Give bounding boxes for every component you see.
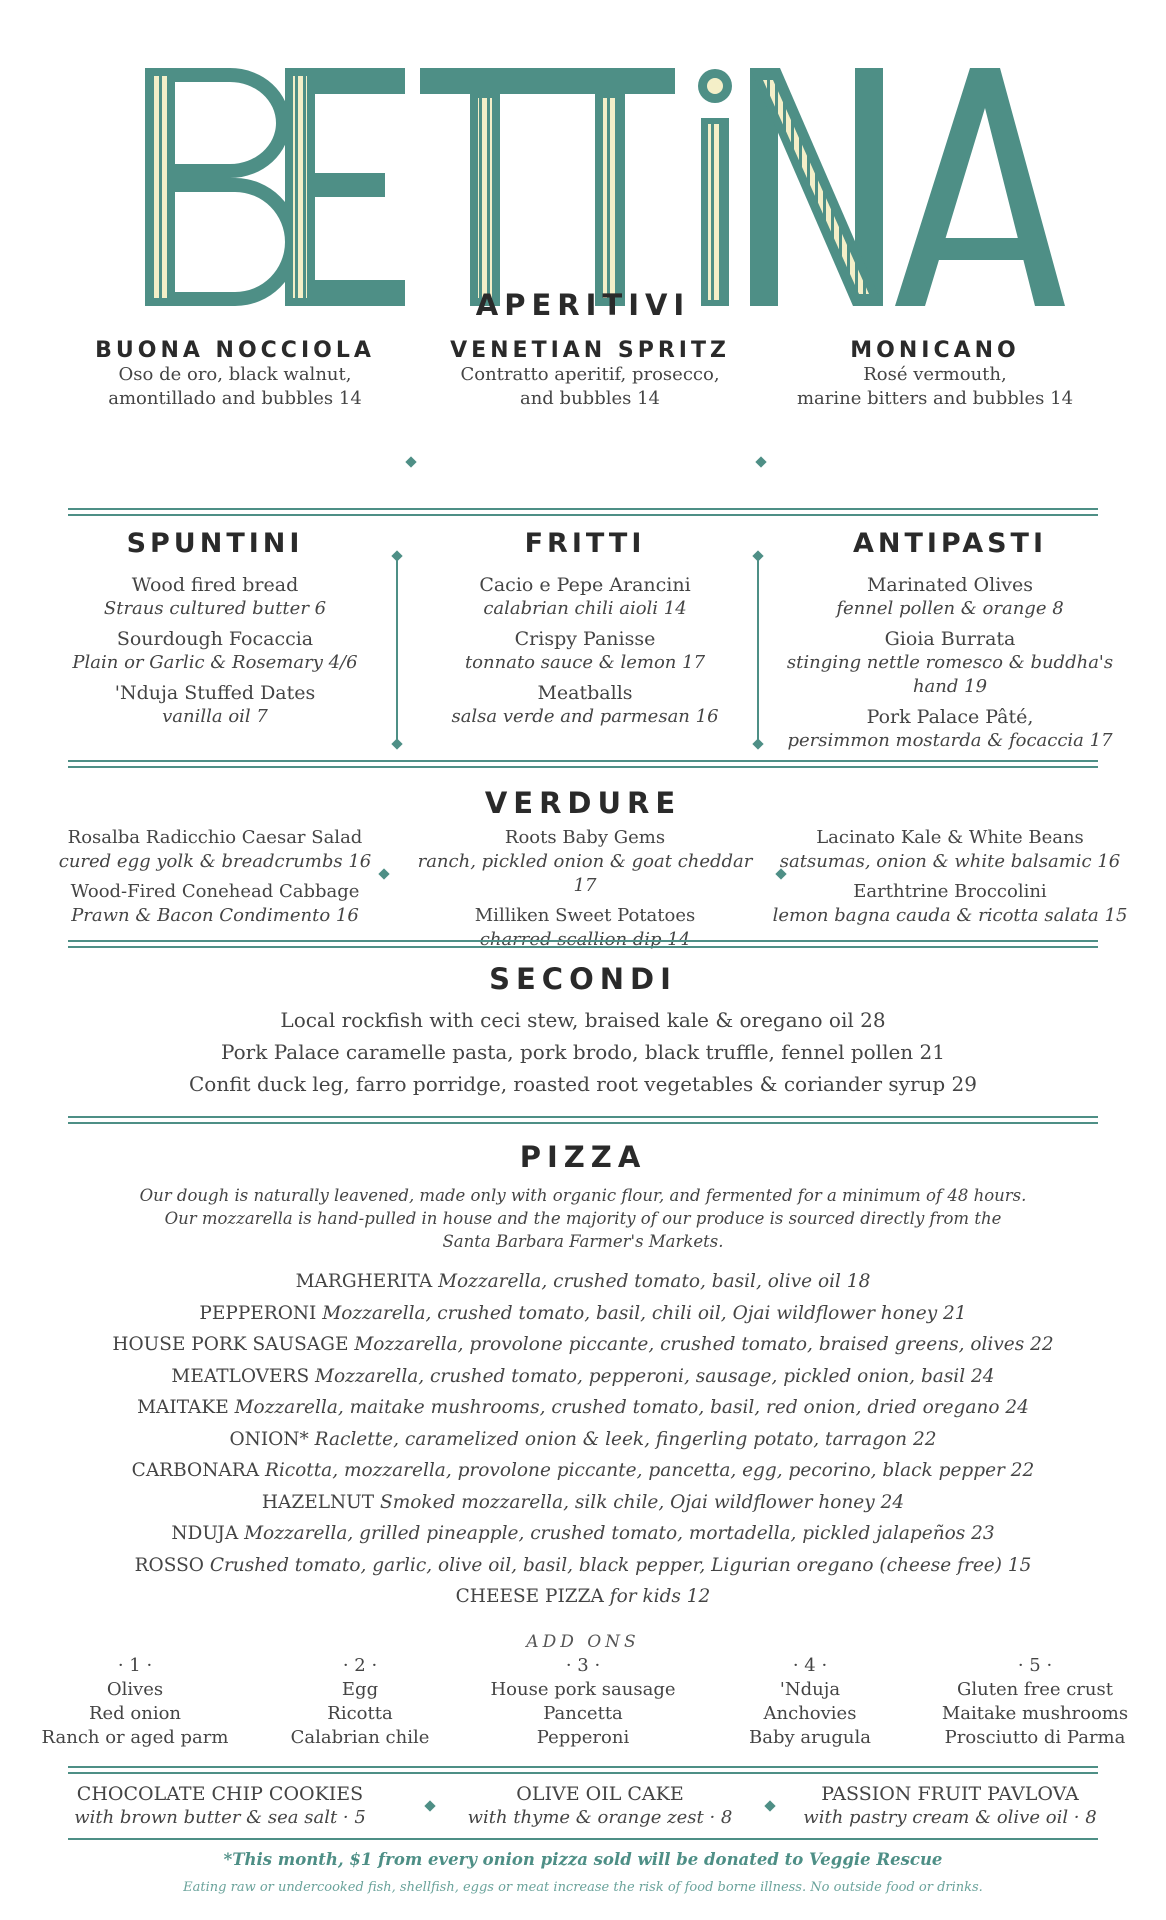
aperitivo-item — [70, 338, 400, 411]
spuntini-heading: SPUNTINI — [126, 528, 304, 559]
diamond-divider — [752, 738, 763, 749]
pizza-item — [0, 1518, 1166, 1550]
item-desc: satsumas, onion & white balsamic 16 — [779, 851, 1121, 872]
item-desc: Contratto aperitif, prosecco, — [460, 364, 720, 385]
item-desc: stinging nettle romesco & buddha's hand 19 — [786, 652, 1114, 697]
verdure-heading: VERDURE — [484, 786, 682, 820]
addon-item: Prosciutto di Parma — [944, 1727, 1126, 1748]
addon-item: Egg — [341, 1679, 379, 1700]
aperitivi-heading: APERITIVI — [475, 288, 691, 322]
addon-item: Pepperoni — [536, 1727, 630, 1748]
item-desc: vanilla oil 7 — [162, 706, 268, 727]
diamond-divider — [391, 738, 402, 749]
antipasti-heading: ANTIPASTI — [852, 528, 1048, 559]
item-name: Lacinato Kale & White Beans — [816, 827, 1084, 848]
addon-item: Olives — [106, 1679, 164, 1700]
verdure-column — [40, 826, 390, 928]
divider-rule — [68, 946, 1098, 948]
item-desc: Plain or Garlic & Rosemary 4/6 — [72, 652, 358, 673]
pizza-desc: for kids 12 — [609, 1586, 711, 1607]
dessert-name: PASSION FRUIT PAVLOVA — [821, 1783, 1079, 1805]
divider-rule — [68, 514, 1098, 516]
secondi-heading: SECONDI — [489, 962, 677, 996]
diamond-divider — [764, 1800, 775, 1811]
item-name: Crispy Panisse — [514, 628, 656, 650]
item-name: VENETIAN SPRITZ — [450, 338, 730, 363]
list-item: Pork Palace caramelle pasta, pork brodo, black truffle, fennel pollen 21 — [220, 1040, 945, 1064]
addon-item: Gluten free crust — [957, 1679, 1113, 1700]
item-desc: marine bitters and bubbles 14 — [796, 388, 1074, 409]
diamond-divider — [424, 1800, 435, 1811]
item-desc: tonnato sauce & lemon 17 — [464, 652, 706, 673]
addon-group — [30, 1654, 240, 1750]
fritti-heading: FRITTI — [524, 528, 646, 559]
item-name: Earthtrine Broccolini — [853, 881, 1047, 902]
item-desc: Prawn & Bacon Condimento 16 — [71, 905, 359, 926]
item-name: Wood fired bread — [131, 574, 299, 596]
pizza-name: HAZELNUT — [261, 1491, 375, 1513]
divider-rule — [68, 1122, 1098, 1124]
addon-number: · 1 · — [117, 1655, 153, 1676]
addon-group — [478, 1654, 688, 1750]
secondi-list — [0, 1004, 1166, 1100]
item-name: Roots Baby Gems — [504, 827, 666, 848]
item-name: Meatballs — [537, 682, 633, 704]
antipasti-column — [765, 528, 1135, 753]
item-name: Sourdough Focaccia — [116, 628, 314, 650]
vertical-divider — [396, 558, 398, 740]
pizza-item — [0, 1487, 1166, 1519]
item-name: Gioia Burrata — [884, 628, 1016, 650]
divider-rule — [68, 1766, 1098, 1768]
pizza-item — [0, 1266, 1166, 1298]
divider-rule — [68, 766, 1098, 768]
pizza-desc: Mozzarella, maitake mushrooms, crushed tomato, basil, red onion, dried oregano 24 — [234, 1397, 1029, 1418]
pizza-desc: Mozzarella, grilled pineapple, crushed tomato, mortadella, pickled jalapeños 23 — [244, 1523, 995, 1544]
addon-item: Calabrian chile — [290, 1727, 430, 1748]
addon-item: 'Nduja — [779, 1679, 841, 1700]
divider-rule — [68, 1116, 1098, 1118]
item-desc: salsa verde and parmesan 16 — [451, 706, 719, 727]
item-name: Marinated Olives — [866, 574, 1034, 596]
addon-item: House pork sausage — [490, 1679, 676, 1700]
item-desc: persimmon mostarda & focaccia 17 — [787, 730, 1113, 751]
pizza-name: CARBONARA — [131, 1460, 260, 1481]
addon-number: · 5 · — [1017, 1655, 1053, 1676]
divider-rule — [68, 1838, 1098, 1840]
vertical-divider — [757, 558, 759, 740]
donation-note: *This month, $1 from every onion pizza sold will be donated to Veggie Rescue — [223, 1850, 943, 1869]
list-item: Confit duck leg, farro porridge, roasted root vegetables & coriander syrup 29 — [188, 1072, 978, 1096]
pizza-desc: Crushed tomato, garlic, olive oil, basil, black pepper, Ligurian oregano (cheese free) 15 — [209, 1554, 1032, 1576]
item-name: MONICANO — [850, 338, 1020, 363]
pizza-intro-line: Our mozzarella is hand-pulled in house and the majority of our produce is sourced directly from the — [164, 1209, 1002, 1228]
addon-item: Red onion — [88, 1703, 182, 1724]
pizza-desc: Mozzarella, crushed tomato, basil, chili oil, Ojai wildflower honey 21 — [322, 1302, 967, 1324]
addon-item: Ricotta — [327, 1703, 393, 1724]
spuntini-column — [40, 528, 390, 729]
pizza-desc: Raclette, caramelized onion & leek, fingerling potato, tarragon 22 — [314, 1428, 937, 1450]
item-desc: Straus cultured butter 6 — [103, 598, 327, 619]
pizza-item — [0, 1329, 1166, 1361]
addons-heading: ADD ONS — [526, 1632, 640, 1652]
dessert-item — [440, 1782, 760, 1830]
item-desc: Oso de oro, black walnut, — [118, 364, 352, 385]
item-name: BUONA NOCCIOLA — [95, 338, 375, 363]
aperitivo-item — [425, 338, 755, 411]
pizza-name: NDUJA — [171, 1523, 239, 1544]
bettina-logo — [135, 68, 1065, 308]
diamond-divider — [405, 456, 416, 467]
addon-item: Ranch or aged parm — [41, 1727, 229, 1748]
pizza-item — [0, 1581, 1166, 1613]
fritti-column — [410, 528, 760, 729]
pizza-item — [0, 1455, 1166, 1487]
verdure-column — [405, 826, 765, 952]
verdure-column — [770, 826, 1130, 928]
pizza-intro-line: Santa Barbara Farmer's Markets. — [442, 1232, 724, 1251]
pizza-item — [0, 1424, 1166, 1456]
dessert-name: OLIVE OIL CAKE — [516, 1783, 684, 1805]
divider-rule — [68, 760, 1098, 762]
list-item: Local rockfish with ceci stew, braised kale & oregano oil 28 — [280, 1008, 886, 1032]
divider-rule — [68, 940, 1098, 942]
pizza-name: MARGHERITA — [295, 1271, 433, 1292]
pizza-item — [0, 1550, 1166, 1582]
pizza-name: ROSSO — [134, 1554, 204, 1576]
divider-rule — [68, 508, 1098, 510]
addon-item: Anchovies — [763, 1703, 857, 1724]
item-desc: charred scallion dip 14 — [479, 929, 691, 950]
addon-group — [925, 1654, 1145, 1750]
item-name: Milliken Sweet Potatoes — [474, 905, 696, 926]
pizza-name: MEATLOVERS — [171, 1365, 310, 1387]
pizza-list — [0, 1266, 1166, 1613]
pizza-name: HOUSE PORK SAUSAGE — [112, 1334, 349, 1355]
addon-item: Baby arugula — [749, 1727, 871, 1748]
addon-number: · 2 · — [342, 1655, 378, 1676]
item-desc: lemon bagna cauda & ricotta salata 15 — [772, 905, 1128, 926]
pizza-item — [0, 1298, 1166, 1330]
dessert-item — [50, 1782, 390, 1830]
addon-group — [255, 1654, 465, 1750]
pizza-item — [0, 1361, 1166, 1393]
pizza-desc: Mozzarella, crushed tomato, pepperoni, sausage, pickled onion, basil 24 — [315, 1365, 995, 1387]
addon-group — [705, 1654, 915, 1750]
item-name: Wood-Fired Conehead Cabbage — [70, 881, 360, 902]
pizza-intro-line: Our dough is naturally leavened, made only with organic flour, and fermented for a minimum of 48 hours. — [139, 1186, 1027, 1205]
dessert-desc: with pastry cream & olive oil · 8 — [803, 1807, 1097, 1828]
item-desc: ranch, pickled onion & goat cheddar 17 — [417, 851, 753, 896]
item-name: Pork Palace Pâté, — [866, 706, 1034, 728]
dessert-name: CHOCOLATE CHIP COOKIES — [76, 1783, 364, 1805]
addon-item: Maitake mushrooms — [941, 1703, 1129, 1724]
pizza-desc: Mozzarella, crushed tomato, basil, olive oil 18 — [438, 1271, 871, 1292]
pizza-name: CHEESE PIZZA — [455, 1586, 604, 1607]
aperitivo-item — [770, 338, 1100, 411]
pizza-heading: PIZZA — [519, 1140, 647, 1174]
item-name: 'Nduja Stuffed Dates — [114, 682, 316, 704]
addon-item: Pancetta — [543, 1703, 623, 1724]
pizza-name: ONION* — [229, 1428, 309, 1450]
item-name: Rosalba Radicchio Caesar Salad — [67, 827, 363, 848]
item-desc: fennel pollen & orange 8 — [836, 598, 1064, 619]
pizza-item — [0, 1392, 1166, 1424]
dessert-desc: with brown butter & sea salt · 5 — [74, 1807, 366, 1828]
disclaimer: Eating raw or undercooked fish, shellfish, eggs or meat increase the risk of food borne illness. No outside food or drinks. — [183, 1880, 983, 1895]
dessert-desc: with thyme & orange zest · 8 — [467, 1807, 733, 1828]
pizza-intro — [0, 1184, 1166, 1253]
pizza-desc: Mozzarella, provolone piccante, crushed tomato, braised greens, olives 22 — [354, 1334, 1054, 1355]
dessert-item — [780, 1782, 1120, 1830]
pizza-name: PEPPERONI — [199, 1302, 317, 1324]
item-desc: and bubbles 14 — [519, 388, 660, 409]
addon-number: · 4 · — [792, 1655, 828, 1676]
pizza-name: MAITAKE — [137, 1397, 229, 1418]
item-desc: cured egg yolk & breadcrumbs 16 — [58, 851, 372, 872]
diamond-divider — [755, 456, 766, 467]
item-desc: calabrian chili aioli 14 — [483, 598, 687, 619]
item-desc: Rosé vermouth, — [863, 364, 1007, 385]
pizza-desc: Ricotta, mozzarella, provolone piccante, pancetta, egg, pecorino, black pepper 22 — [264, 1460, 1035, 1481]
item-desc: amontillado and bubbles 14 — [108, 388, 362, 409]
divider-rule — [68, 1772, 1098, 1774]
pizza-desc: Smoked mozzarella, silk chile, Ojai wildflower honey 24 — [380, 1491, 905, 1513]
addon-number: · 3 · — [565, 1655, 601, 1676]
item-name: Cacio e Pepe Arancini — [479, 574, 691, 596]
